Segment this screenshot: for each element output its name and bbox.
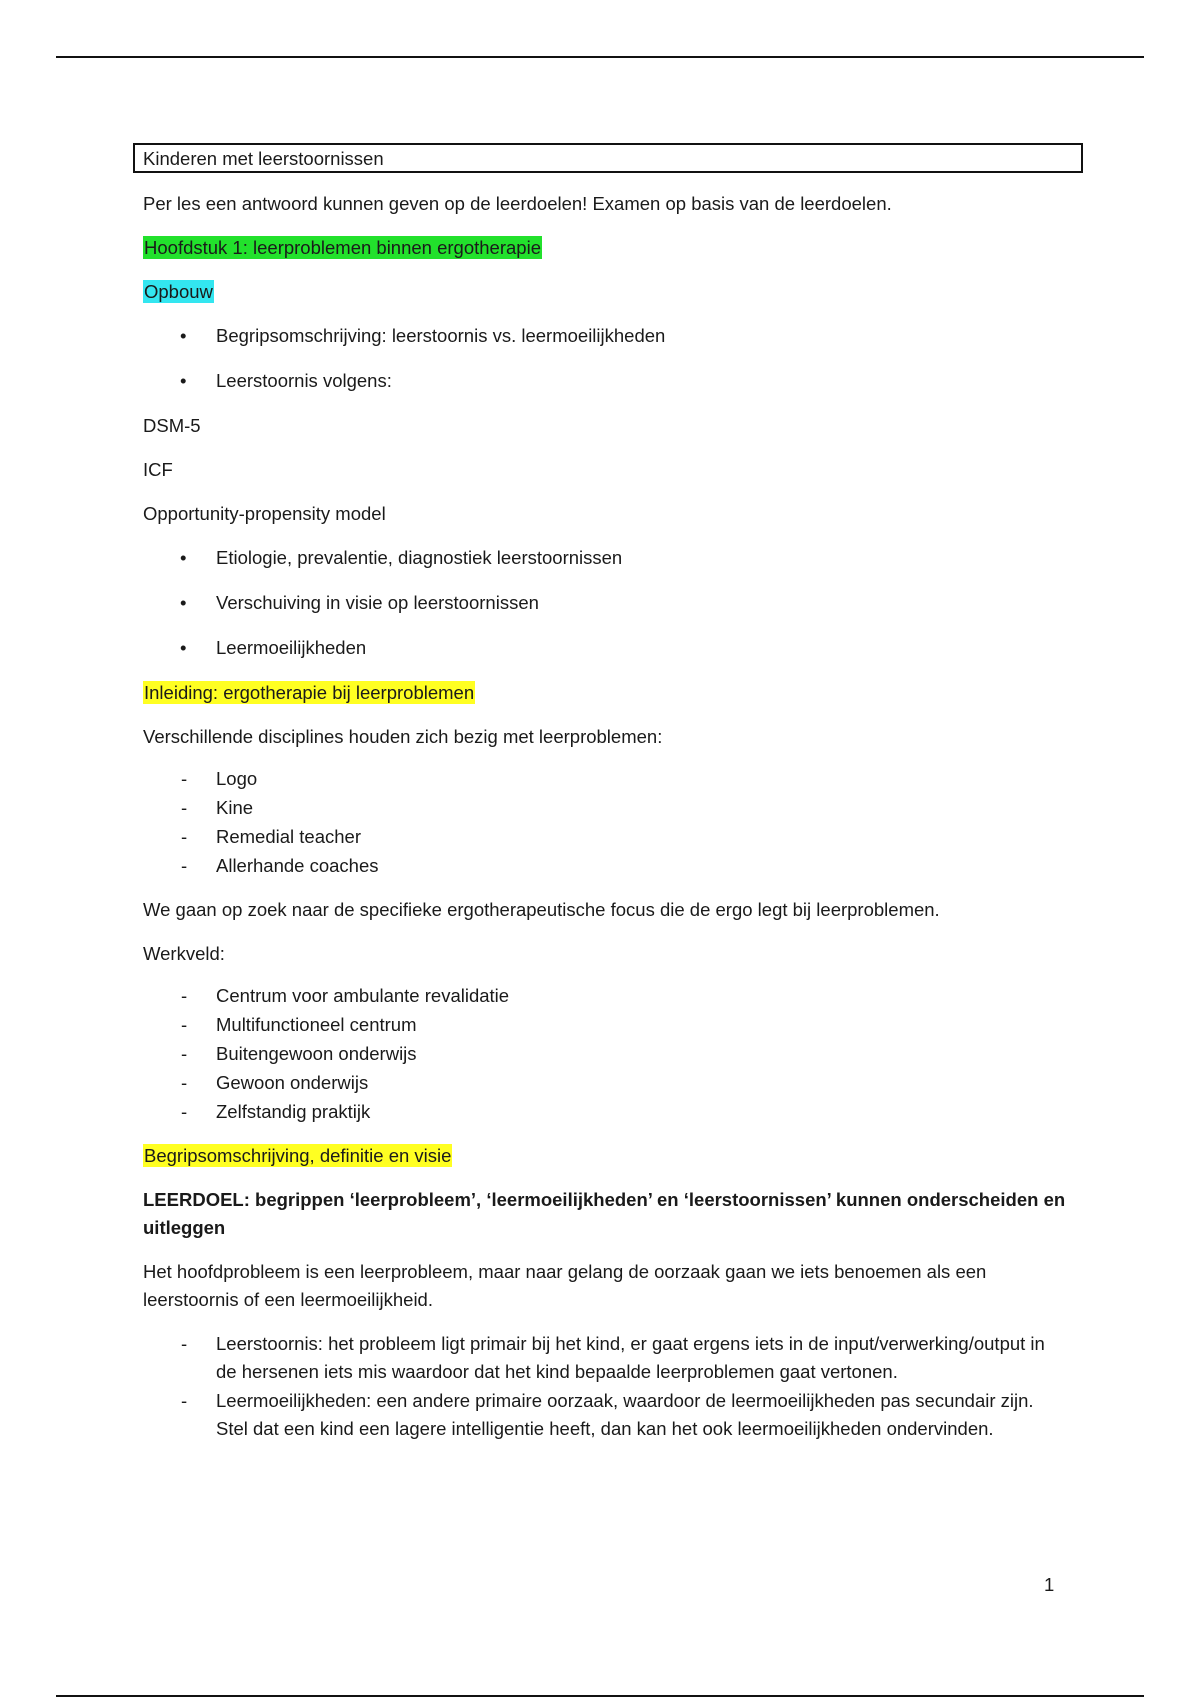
list-item: • Etiologie, prevalentie, diagnostiek leerstoornissen bbox=[143, 544, 1068, 572]
list-item: - Logo bbox=[143, 765, 1068, 793]
document-title: Kinderen met leerstoornissen bbox=[133, 143, 1083, 173]
list-item: - Centrum voor ambulante revalidatie bbox=[143, 982, 1068, 1010]
page-number: 1 bbox=[1044, 1574, 1055, 1595]
model-icf: ICF bbox=[143, 459, 173, 480]
list-item: • Begripsomschrijving: leerstoornis vs. leermoeilijkheden bbox=[143, 322, 1068, 350]
document-body bbox=[143, 143, 1068, 1459]
model-opportunity-propensity: Opportunity-propensity model bbox=[143, 503, 386, 524]
disciplines-intro: Verschillende disciplines houden zich bezig met leerproblemen: bbox=[143, 726, 663, 747]
chapter-heading-line bbox=[143, 234, 1068, 262]
list-item: - Multifunctioneel centrum bbox=[143, 1011, 1068, 1039]
page-top-rule bbox=[56, 56, 1144, 58]
list-item: - Gewoon onderwijs bbox=[143, 1069, 1068, 1097]
intro-heading: Inleiding: ergotherapie bij leerproblemen bbox=[144, 682, 475, 703]
list-item: - Remedial teacher bbox=[143, 823, 1068, 851]
list-item: - Kine bbox=[143, 794, 1068, 822]
learning-goal: LEERDOEL: begrippen ‘leerprobleem’, ‘leermoeilijkheden’ en ‘leerstoornissen’ kunnen onderscheiden en uitleggen bbox=[143, 1189, 1066, 1238]
structure-list-a bbox=[143, 322, 1068, 395]
field-label: Werkveld: bbox=[143, 943, 225, 964]
list-item: • Leermoeilijkheden bbox=[143, 634, 1068, 662]
definition-heading: Begripsomschrijving, definitie en visie bbox=[144, 1145, 452, 1166]
main-problem-text: Het hoofdprobleem is een leerprobleem, maar naar gelang de oorzaak gaan we iets benoemen als een leerstoornis of een leermoeilijkheid. bbox=[143, 1261, 987, 1310]
chapter-heading: Hoofdstuk 1: leerproblemen binnen ergotherapie bbox=[144, 237, 541, 258]
definitions-list bbox=[143, 1330, 1068, 1443]
fields-list bbox=[143, 982, 1068, 1126]
definition-heading-line bbox=[143, 1142, 1068, 1170]
model-dsm5: DSM-5 bbox=[143, 415, 201, 436]
list-item: - Buitengewoon onderwijs bbox=[143, 1040, 1068, 1068]
list-item: - Zelfstandig praktijk bbox=[143, 1098, 1068, 1126]
structure-heading: Opbouw bbox=[144, 281, 213, 302]
list-item: • Verschuiving in visie op leerstoornissen bbox=[143, 589, 1068, 617]
structure-heading-line bbox=[143, 278, 1068, 306]
intro-heading-line bbox=[143, 679, 1068, 707]
list-item: - Leermoeilijkheden: een andere primaire oorzaak, waardoor de leermoeilijkheden pas secundair zijn. Stel dat een kind een lagere intelligentie heeft, dan kan het ook leermoeilijkheden ondervinden. bbox=[143, 1387, 1068, 1443]
list-item: - Leerstoornis: het probleem ligt primair bij het kind, er gaat ergens iets in de input/verwerking/output in de hersenen iets mis waardoor dat het kind bepaalde leerproblemen gaat vertonen. bbox=[143, 1330, 1068, 1386]
page-bottom-rule bbox=[56, 1695, 1144, 1697]
structure-list-b bbox=[143, 544, 1068, 662]
list-item: - Allerhande coaches bbox=[143, 852, 1068, 880]
focus-text: We gaan op zoek naar de specifieke ergotherapeutische focus die de ergo legt bij leerproblemen. bbox=[143, 899, 940, 920]
list-item: • Leerstoornis volgens: bbox=[143, 367, 1068, 395]
intro-text: Per les een antwoord kunnen geven op de leerdoelen! Examen op basis van de leerdoelen. bbox=[143, 193, 892, 214]
disciplines-list bbox=[143, 765, 1068, 880]
